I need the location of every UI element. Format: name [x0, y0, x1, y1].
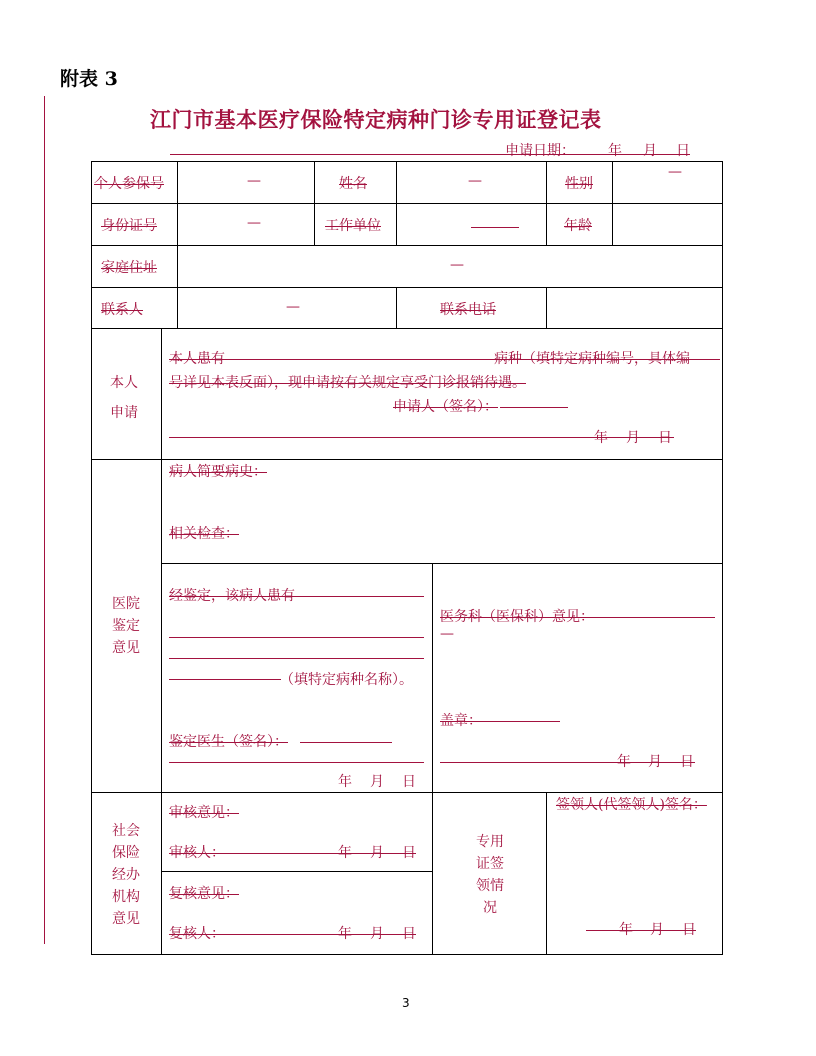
social-label-4: 机构 — [112, 889, 140, 905]
name-label: 姓名 — [339, 176, 367, 192]
col-line — [546, 287, 547, 328]
hospital-day: 日 — [402, 774, 416, 790]
age-label: 年龄 — [564, 218, 592, 234]
card-label-1: 专用 — [476, 834, 504, 850]
dept-month: 月 — [648, 754, 662, 770]
self-apply-text-line2: 号详见本表反面），现申请按有关规定享受门诊报销待遇。 — [169, 375, 526, 391]
row-line — [91, 792, 723, 793]
apply-day: 日 — [676, 143, 690, 159]
hospital-label-3: 意见 — [112, 640, 140, 656]
workplace-label: 工作单位 — [325, 218, 381, 234]
row-line — [91, 287, 723, 288]
related-exams-label: 相关检查： — [169, 526, 239, 542]
contact-label: 联系人 — [101, 302, 143, 318]
page-title: 江门市基本医疗保险特定病种门诊专用证登记表 — [150, 107, 602, 132]
row-line — [91, 245, 723, 246]
diagnosis-text: 经鉴定，该病人患有 — [169, 588, 295, 604]
self-apply-label-line2: 申请 — [110, 405, 138, 421]
gender-label: 性别 — [565, 176, 593, 192]
name-value: — — [468, 173, 482, 189]
col-line — [546, 792, 547, 955]
review-year: 年 — [338, 845, 352, 861]
phone-label: 联系电话 — [440, 302, 496, 318]
address-label: 家庭住址 — [101, 260, 157, 276]
recheck-month: 月 — [370, 926, 384, 942]
recheck-day: 日 — [402, 926, 416, 942]
social-label-3: 经办 — [112, 867, 140, 883]
medical-history-label: 病人简要病史： — [169, 464, 267, 480]
col-line — [314, 161, 315, 245]
rechecker-label: 复核人： — [169, 926, 225, 942]
recheck-opinion-label: 复核意见： — [169, 886, 239, 902]
col-line — [396, 161, 397, 245]
workplace-value-line — [471, 227, 519, 228]
stamp-line — [480, 721, 560, 722]
social-label-5: 意见 — [112, 911, 140, 927]
row-line — [91, 459, 723, 460]
col-line — [432, 563, 433, 955]
dept-opinion-dash: — — [440, 626, 454, 642]
row-line — [161, 871, 432, 872]
review-day: 日 — [402, 845, 416, 861]
apply-year: 年 — [608, 143, 622, 159]
col-line — [396, 287, 397, 328]
insured-no-label: 个人参保号 — [94, 176, 164, 192]
reviewer-label: 审核人： — [169, 845, 225, 861]
contact-value: — — [286, 299, 300, 315]
card-label-2: 证签 — [476, 856, 504, 872]
insured-no-value: — — [247, 173, 261, 189]
apply-date-label: 申请日期： — [505, 143, 575, 159]
dept-year: 年 — [617, 754, 631, 770]
address-value: — — [450, 257, 464, 273]
idcard-value: — — [247, 215, 261, 231]
hospital-label-1: 医院 — [112, 596, 140, 612]
self-apply-label — [98, 372, 150, 424]
row-line — [161, 563, 723, 564]
col-line — [612, 161, 613, 245]
review-opinion-label: 审核意见： — [169, 805, 239, 821]
margin-bar — [44, 96, 45, 944]
receiver-day: 日 — [682, 922, 696, 938]
card-collection-label — [462, 831, 518, 919]
social-agency-label — [98, 820, 154, 930]
self-apply-month: 月 — [626, 430, 640, 446]
social-label-2: 保险 — [112, 845, 140, 861]
receiver-year: 年 — [619, 922, 633, 938]
self-apply-year: 年 — [594, 430, 608, 446]
review-month: 月 — [370, 845, 384, 861]
card-label-4: 况 — [483, 900, 497, 916]
idcard-label: 身份证号 — [101, 218, 157, 234]
dept-opinion-line — [440, 617, 715, 618]
col-line — [177, 245, 178, 328]
appendix-label: 附表 3 — [60, 68, 118, 90]
row-line — [91, 203, 723, 204]
diagnosis-line-3 — [169, 658, 424, 659]
hospital-month: 月 — [370, 774, 384, 790]
self-apply-label-line1: 本人 — [110, 375, 138, 391]
receiver-date-line — [586, 930, 696, 931]
hospital-opinion-label — [98, 593, 154, 659]
fill-disease-note: （填特定病种名称）。 — [280, 672, 413, 688]
self-apply-text-b: 病种（填特定病种编号，具体编 — [494, 351, 690, 367]
receiver-signature-label: 签领人(代签领人)签名： — [556, 797, 707, 813]
row-line — [91, 328, 723, 329]
col-line — [177, 161, 178, 245]
dept-opinion-label: 医务科（医保科）意见： — [440, 609, 594, 625]
card-label-3: 领情 — [476, 878, 504, 894]
self-apply-day: 日 — [658, 430, 672, 446]
doctor-signature: 鉴定医生（签名）： — [169, 734, 288, 750]
dept-day: 日 — [680, 754, 694, 770]
gender-value: — — [668, 164, 682, 180]
hospital-date-line — [169, 762, 424, 763]
diagnosis-line-4 — [169, 679, 281, 680]
stamp-label: 盖章： — [440, 713, 482, 729]
diagnosis-line-1 — [169, 596, 424, 597]
self-apply-text-a: 本人患有 — [169, 351, 225, 367]
doctor-signature-line — [300, 742, 392, 743]
diagnosis-line-2 — [169, 637, 424, 638]
recheck-year: 年 — [338, 926, 352, 942]
hospital-year: 年 — [338, 774, 352, 790]
applicant-signature: 申请人（签名）： — [393, 399, 498, 415]
col-line — [546, 161, 547, 245]
form-table — [91, 161, 723, 955]
apply-month: 月 — [643, 143, 657, 159]
page-number: 3 — [402, 996, 410, 1010]
applicant-signature-line — [500, 407, 568, 408]
hospital-label-2: 鉴定 — [112, 618, 140, 634]
social-label-1: 社会 — [112, 823, 140, 839]
receiver-month: 月 — [650, 922, 664, 938]
col-line — [161, 328, 162, 955]
